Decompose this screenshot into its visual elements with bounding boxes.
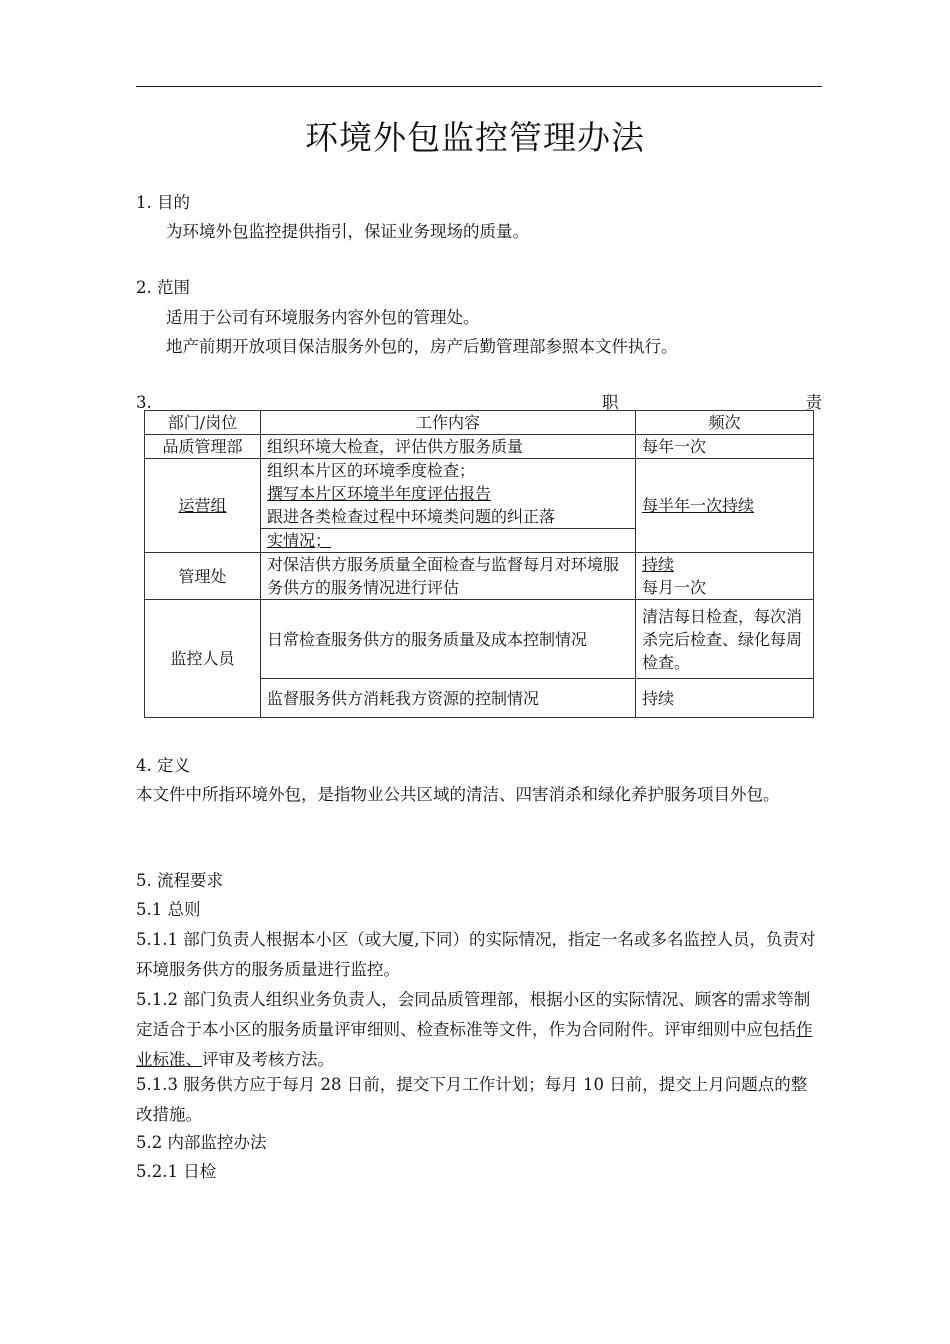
header-dept: 部门/岗位 <box>145 411 261 435</box>
freq-cell: 清洁每日检查，每次消杀完后检查、绿化每周检查。 <box>636 600 814 679</box>
process-heading: 5. 流程要求 <box>136 871 223 890</box>
work-line-text: 撰写本片区环境半年度评估报告 <box>267 484 492 503</box>
freq-text: 持续 <box>642 555 675 574</box>
work-cell: 监督服务供方消耗我方资源的控制情况 <box>261 679 636 718</box>
section-5-1-2-text: 5.1.2 部门负责人组织业务负责人，会同品质管理部，根据小区的实际情况、顾客的需求等制定适合于本小区的服务质量评审细则、检查标准等文件，作为合同附件。评审细则中应包括 <box>136 990 811 1039</box>
freq-line <box>642 553 807 576</box>
freq-cell: 每年一次 <box>636 435 814 459</box>
section-5-1-3: 5.1.3 服务供方应于每月 28 日前，提交下月工作计划；每月 10 日前，提交上月问题点的整改措施。 <box>136 1075 808 1124</box>
responsibility-number: 3. <box>136 393 152 412</box>
scope-line-2: 地产前期开放项目保洁服务外包的，房产后勤管理部参照本文件执行。 <box>166 337 678 356</box>
dept-cell: 管理处 <box>145 553 261 600</box>
responsibility-table <box>144 410 814 718</box>
section-5-1-2-underlined: 作业标准、 <box>136 1020 813 1069</box>
definition-text: 本文件中所指环境外包，是指物业公共区域的清洁、四害消杀和绿化养护服务项目外包。 <box>136 785 780 804</box>
responsibility-char-2: 责 <box>805 393 822 412</box>
freq-line: 每月一次 <box>642 578 707 597</box>
header-rule <box>136 86 822 87</box>
table-row <box>145 553 814 600</box>
table-row <box>145 600 814 679</box>
section-5-1-2 <box>136 985 822 1075</box>
section-5-1: 5.1 总则 <box>136 900 201 919</box>
work-line: 组织本片区的环境季度检查； <box>267 461 476 480</box>
dept-cell: 品质管理部 <box>145 435 261 459</box>
work-cell: 组织环境大检查，评估供方服务质量 <box>261 435 636 459</box>
definition-heading: 4. 定义 <box>136 756 190 775</box>
work-cell <box>261 459 636 553</box>
work-line: 跟进各类检查过程中环境类问题的纠正落 <box>267 507 556 526</box>
scope-heading: 2. 范围 <box>136 278 190 297</box>
work-line <box>267 482 629 505</box>
responsibility-char-1: 职 <box>602 393 619 412</box>
scope-line-1: 适用于公司有环境服务内容外包的管理处。 <box>166 308 480 327</box>
work-cell: 日常检查服务供方的服务质量及成本控制情况 <box>261 600 636 679</box>
section-5-1-1: 5.1.1 部门负责人根据本小区（或大厦,下同）的实际情况，指定一名或多名监控人员，负责对环境服务供方的服务质量进行监控。 <box>136 930 816 979</box>
section-5-2: 5.2 内部监控办法 <box>136 1133 267 1152</box>
purpose-heading: 1. 目的 <box>136 193 190 212</box>
table-header-row <box>145 411 814 435</box>
freq-text: 每半年一次持续 <box>642 496 755 515</box>
freq-cell <box>636 553 814 600</box>
page-title: 环境外包监控管理办法 <box>305 118 645 157</box>
table-row <box>145 435 814 459</box>
purpose-text: 为环境外包监控提供指引，保证业务现场的质量。 <box>166 222 529 241</box>
freq-cell: 持续 <box>636 679 814 718</box>
work-line-text: 实情况； <box>267 531 332 550</box>
work-cell: 对保洁供方服务质量全面检查与监督每月对环境服务供方的服务情况进行评估 <box>261 553 636 600</box>
work-line <box>261 528 635 552</box>
section-5-2-1: 5.2.1 日检 <box>136 1162 217 1181</box>
freq-cell <box>636 459 814 553</box>
dept-text: 运营组 <box>178 496 227 515</box>
dept-cell <box>145 459 261 553</box>
section-5-1-2-text: 评审及考核方法。 <box>202 1050 334 1069</box>
header-work: 工作内容 <box>261 411 636 435</box>
dept-cell: 监控人员 <box>145 600 261 718</box>
header-freq: 频次 <box>636 411 814 435</box>
table-row <box>145 459 814 553</box>
